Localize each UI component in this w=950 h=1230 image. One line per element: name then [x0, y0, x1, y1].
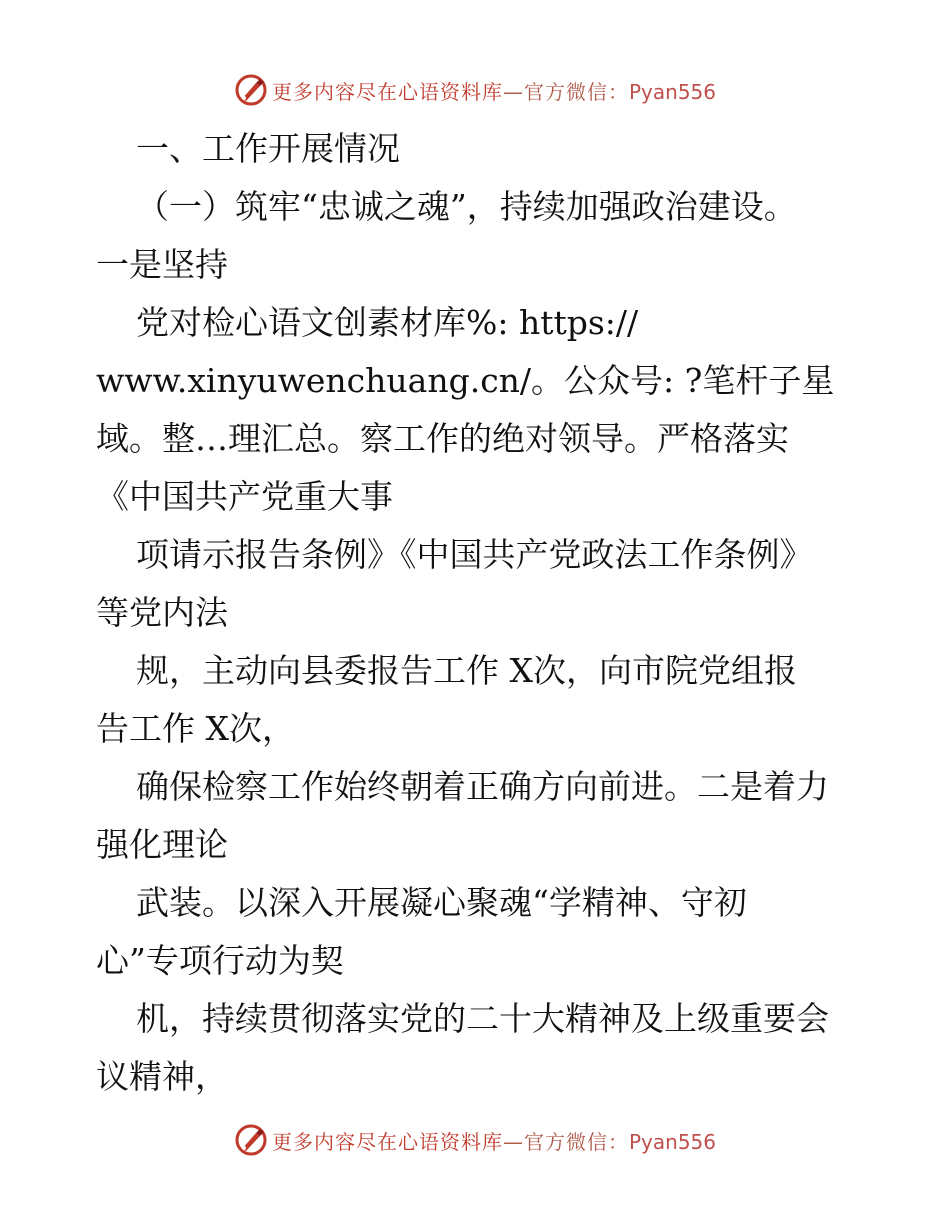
- text-line: 等党内法: [96, 593, 228, 632]
- text-line: 项请示报告条例》《中国共产党政法工作条例》: [136, 535, 813, 574]
- section-heading: 一、工作开展情况: [136, 129, 400, 168]
- text-line: 告工作 X次，: [96, 709, 295, 748]
- text-line: 心”专项行动为契: [96, 941, 344, 980]
- pen-logo-icon: [234, 1123, 268, 1157]
- pen-logo-icon: [234, 73, 268, 107]
- banner-text: 更多内容尽在心语资料库—官方微信：Pyan556: [271, 79, 716, 104]
- text-line: 强化理论: [96, 825, 228, 864]
- text-line: 《中国共产党重大事: [96, 477, 393, 516]
- text-line: 武装。以深入开展凝心聚魂“学精神、守初: [136, 883, 747, 922]
- footer-banner: [0, 1118, 950, 1162]
- text-line: 党对检心语文创素材库%: https://: [136, 303, 639, 342]
- text-line: 规，主动向县委报告工作 X次，向市院党组报: [136, 651, 797, 690]
- header-banner: [0, 68, 950, 112]
- text-line: 一是坚持: [96, 245, 228, 284]
- text-line: 机，持续贯彻落实党的二十大精神及上级重要会: [136, 999, 829, 1038]
- text-line: 域。整…理汇总。察工作的绝对领导。严格落实: [96, 419, 789, 458]
- text-line: www.xinyuwenchuang.cn/。公众号: ?笔杆子星: [96, 361, 835, 400]
- document-body: [96, 120, 856, 1106]
- text-line: 议精神，: [96, 1057, 228, 1096]
- banner-text: 更多内容尽在心语资料库—官方微信：Pyan556: [271, 1129, 716, 1154]
- text-line: 确保检察工作始终朝着正确方向前进。二是着力: [136, 767, 829, 806]
- subsection-heading: （一）筑牢“忠诚之魂”，持续加强政治建设。: [136, 187, 797, 226]
